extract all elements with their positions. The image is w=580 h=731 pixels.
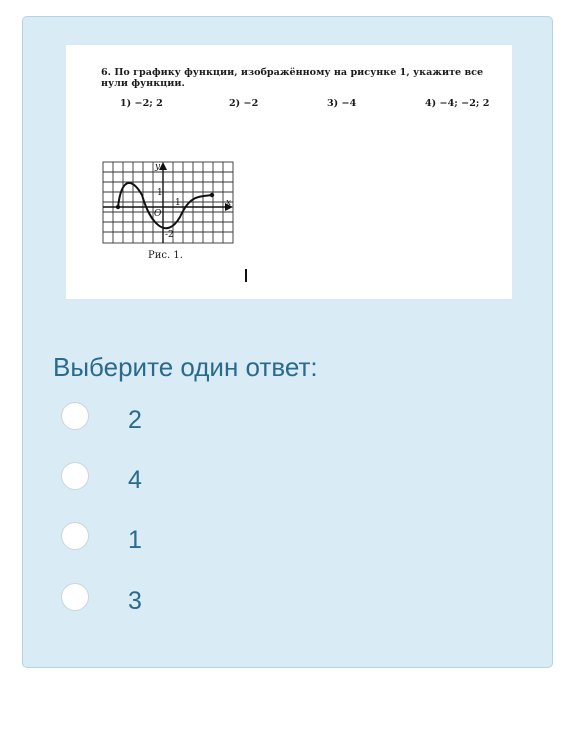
answer-option-3[interactable]: [61, 522, 461, 562]
figure-caption: Рис. 1.: [148, 250, 183, 261]
question-option-4: 4) −4; −2; 2: [425, 98, 490, 109]
answer-label[interactable]: 4: [128, 466, 142, 494]
function-graph: [66, 45, 512, 299]
minus-two-label: -2: [165, 230, 174, 240]
text-cursor: [245, 269, 247, 282]
question-option-2: 2) −2: [229, 98, 259, 109]
question-option-1: 1) −2; 2: [120, 98, 163, 109]
answer-option-4[interactable]: [61, 583, 461, 623]
x-unit-label: 1: [175, 198, 181, 208]
answer-option-1[interactable]: [61, 402, 461, 442]
question-text: 6. По графику функции, изображённому на рисунке 1, укажите все нули функции.: [101, 67, 484, 89]
x-axis-label: x: [226, 198, 232, 208]
question-card: [22, 16, 553, 668]
answer-option-2[interactable]: [61, 462, 461, 502]
radio-button[interactable]: [61, 522, 89, 550]
radio-button[interactable]: [61, 462, 89, 490]
answer-prompt: Выберите один ответ:: [53, 352, 318, 382]
function-curve: [118, 183, 212, 228]
answer-label[interactable]: 1: [128, 526, 142, 554]
y-axis-label: y: [155, 162, 161, 172]
radio-button[interactable]: [61, 402, 89, 430]
radio-button[interactable]: [61, 583, 89, 611]
question-option-3: 3) −4: [327, 98, 357, 109]
origin-label: O: [154, 209, 162, 219]
answer-label[interactable]: 3: [128, 587, 142, 615]
question-image: [66, 45, 512, 299]
answer-label[interactable]: 2: [128, 406, 142, 434]
y-unit-label: 1: [157, 188, 163, 198]
